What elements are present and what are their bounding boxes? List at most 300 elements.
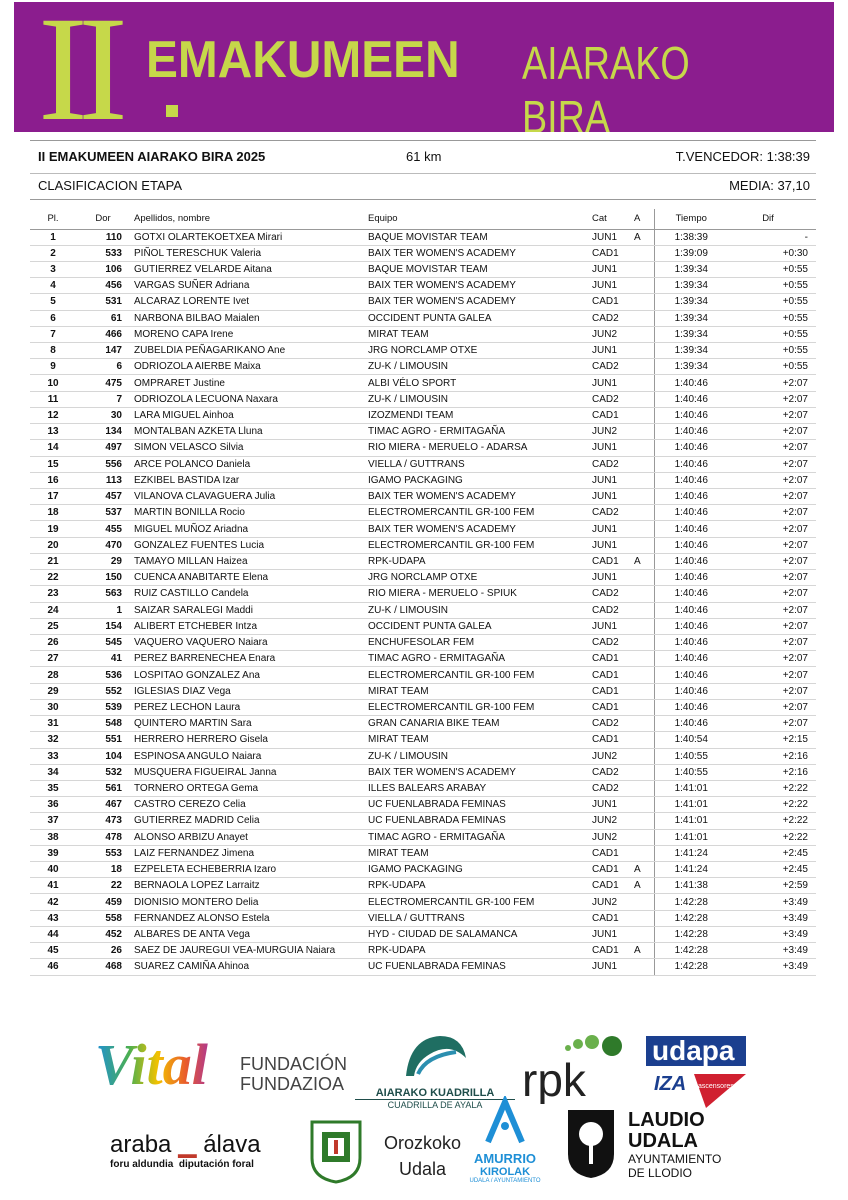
cell-gap: +2:07 bbox=[728, 683, 816, 699]
cell-gap: +2:07 bbox=[728, 521, 816, 537]
cell-rider-name: QUINTERO MARTIN Sara bbox=[130, 716, 368, 732]
cell-bib: 467 bbox=[76, 797, 130, 813]
cell-a-flag bbox=[634, 456, 654, 472]
cell-gap: +2:07 bbox=[728, 699, 816, 715]
cell-position: 46 bbox=[30, 959, 76, 975]
cell-gap: +0:55 bbox=[728, 278, 816, 294]
cell-time: 1:40:46 bbox=[654, 651, 728, 667]
table-row bbox=[30, 683, 816, 699]
cell-gap: +0:30 bbox=[728, 245, 816, 261]
cell-gap: +2:07 bbox=[728, 570, 816, 586]
cell-time: 1:40:46 bbox=[654, 407, 728, 423]
cell-rider-name: GUTIERREZ VELARDE Aitana bbox=[130, 261, 368, 277]
cell-rider-name: MARTIN BONILLA Rocio bbox=[130, 505, 368, 521]
cell-team: GRAN CANARIA BIKE TEAM bbox=[368, 716, 592, 732]
table-row bbox=[30, 424, 816, 440]
cell-gap: +2:07 bbox=[728, 456, 816, 472]
col-time: Tiempo bbox=[654, 209, 728, 229]
table-row bbox=[30, 570, 816, 586]
cell-gap: +2:22 bbox=[728, 829, 816, 845]
table-row bbox=[30, 456, 816, 472]
stage-header bbox=[30, 174, 816, 200]
table-row bbox=[30, 602, 816, 618]
table-row bbox=[30, 813, 816, 829]
results-body bbox=[30, 229, 816, 975]
cell-rider-name: CUENCA ANABITARTE Elena bbox=[130, 570, 368, 586]
cell-position: 31 bbox=[30, 716, 76, 732]
cell-gap: +2:07 bbox=[728, 391, 816, 407]
cell-team: UC FUENLABRADA FEMINAS bbox=[368, 959, 592, 975]
race-header bbox=[30, 140, 816, 174]
cell-bib: 539 bbox=[76, 699, 130, 715]
table-row bbox=[30, 375, 816, 391]
cell-category: CAD2 bbox=[592, 310, 634, 326]
cell-category: CAD2 bbox=[592, 359, 634, 375]
cell-rider-name: EZKIBEL BASTIDA Izar bbox=[130, 472, 368, 488]
cell-bib: 147 bbox=[76, 343, 130, 359]
cell-a-flag bbox=[634, 829, 654, 845]
cell-category: CAD1 bbox=[592, 699, 634, 715]
cell-category: CAD1 bbox=[592, 732, 634, 748]
table-row bbox=[30, 732, 816, 748]
cell-gap: +2:07 bbox=[728, 505, 816, 521]
cell-rider-name: TAMAYO MILLAN Haizea bbox=[130, 553, 368, 569]
cell-position: 24 bbox=[30, 602, 76, 618]
cell-team: RPK-UDAPA bbox=[368, 943, 592, 959]
table-row bbox=[30, 440, 816, 456]
cell-team: IGAMO PACKAGING bbox=[368, 472, 592, 488]
table-row bbox=[30, 489, 816, 505]
cell-gap: +3:49 bbox=[728, 910, 816, 926]
cell-rider-name: SIMON VELASCO Silvia bbox=[130, 440, 368, 456]
cell-time: 1:40:46 bbox=[654, 440, 728, 456]
kuadrilla-line2: CUADRILLA DE AYALA bbox=[355, 1099, 515, 1110]
cell-time: 1:42:28 bbox=[654, 894, 728, 910]
sponsor-logos bbox=[0, 1010, 848, 1200]
amurrio-mountain-icon bbox=[480, 1096, 530, 1146]
cell-category: JUN2 bbox=[592, 829, 634, 845]
cell-position: 42 bbox=[30, 894, 76, 910]
udapa-name: udapa bbox=[652, 1035, 735, 1066]
cell-a-flag bbox=[634, 716, 654, 732]
cell-a-flag bbox=[634, 537, 654, 553]
cell-gap: +2:07 bbox=[728, 716, 816, 732]
cell-gap: +2:22 bbox=[728, 797, 816, 813]
cell-category: CAD2 bbox=[592, 764, 634, 780]
cell-a-flag bbox=[634, 797, 654, 813]
cell-bib: 545 bbox=[76, 634, 130, 650]
cell-category: CAD1 bbox=[592, 943, 634, 959]
cell-bib: 478 bbox=[76, 829, 130, 845]
cell-team: MIRAT TEAM bbox=[368, 326, 592, 342]
cell-rider-name: SUAREZ CAMIÑA Ahinoa bbox=[130, 959, 368, 975]
cell-bib: 154 bbox=[76, 618, 130, 634]
cell-bib: 7 bbox=[76, 391, 130, 407]
stage-label: CLASIFICACION ETAPA bbox=[38, 178, 182, 193]
cell-category: CAD2 bbox=[592, 716, 634, 732]
cell-gap: - bbox=[728, 229, 816, 245]
cell-rider-name: PIÑOL TERESCHUK Valeria bbox=[130, 245, 368, 261]
table-row bbox=[30, 699, 816, 715]
cell-team: ELECTROMERCANTIL GR-100 FEM bbox=[368, 699, 592, 715]
cell-position: 33 bbox=[30, 748, 76, 764]
cell-position: 45 bbox=[30, 943, 76, 959]
cell-a-flag bbox=[634, 586, 654, 602]
cell-time: 1:40:46 bbox=[654, 424, 728, 440]
average-speed: MEDIA: 37,10 bbox=[729, 178, 810, 193]
cell-position: 28 bbox=[30, 667, 76, 683]
table-row bbox=[30, 407, 816, 423]
table-row bbox=[30, 651, 816, 667]
cell-time: 1:39:34 bbox=[654, 310, 728, 326]
cell-gap: +0:55 bbox=[728, 294, 816, 310]
cell-time: 1:40:46 bbox=[654, 521, 728, 537]
cell-category: JUN2 bbox=[592, 424, 634, 440]
cell-category: JUN1 bbox=[592, 537, 634, 553]
laudio-line1: LAUDIO bbox=[628, 1109, 705, 1131]
cell-a-flag bbox=[634, 424, 654, 440]
cell-category: CAD1 bbox=[592, 683, 634, 699]
cell-bib: 532 bbox=[76, 764, 130, 780]
cell-category: JUN1 bbox=[592, 797, 634, 813]
cell-a-flag bbox=[634, 667, 654, 683]
cell-a-flag bbox=[634, 634, 654, 650]
cell-team: BAIX TER WOMEN'S ACADEMY bbox=[368, 764, 592, 780]
cell-rider-name: RUIZ CASTILLO Candela bbox=[130, 586, 368, 602]
cell-time: 1:42:28 bbox=[654, 910, 728, 926]
cell-team: ENCHUFESOLAR FEM bbox=[368, 634, 592, 650]
cell-team: BAIX TER WOMEN'S ACADEMY bbox=[368, 245, 592, 261]
cell-time: 1:40:46 bbox=[654, 456, 728, 472]
cell-a-flag bbox=[634, 407, 654, 423]
banner-title-aiarako-bira: AIARAKO BIRA bbox=[522, 37, 690, 132]
cell-rider-name: EZPELETA ECHEBERRIA Izaro bbox=[130, 862, 368, 878]
table-row bbox=[30, 716, 816, 732]
cell-a-flag bbox=[634, 910, 654, 926]
cell-position: 19 bbox=[30, 521, 76, 537]
cell-a-flag bbox=[634, 326, 654, 342]
rpk-dots-icon bbox=[520, 1034, 640, 1104]
cell-position: 2 bbox=[30, 245, 76, 261]
araba-accent-icon: ▁ bbox=[178, 1131, 197, 1158]
cell-position: 11 bbox=[30, 391, 76, 407]
table-row bbox=[30, 537, 816, 553]
cell-team: VIELLA / GUTTRANS bbox=[368, 910, 592, 926]
cell-rider-name: LAIZ FERNANDEZ Jimena bbox=[130, 845, 368, 861]
cell-position: 23 bbox=[30, 586, 76, 602]
cell-rider-name: GUTIERREZ MADRID Celia bbox=[130, 813, 368, 829]
cell-gap: +2:45 bbox=[728, 845, 816, 861]
cell-team: RIO MIERA - MERUELO - ADARSA bbox=[368, 440, 592, 456]
cell-gap: +2:59 bbox=[728, 878, 816, 894]
cell-team: UC FUENLABRADA FEMINAS bbox=[368, 797, 592, 813]
cell-rider-name: IGLESIAS DIAZ Vega bbox=[130, 683, 368, 699]
cell-gap: +2:16 bbox=[728, 748, 816, 764]
cell-time: 1:40:54 bbox=[654, 732, 728, 748]
cell-team: MIRAT TEAM bbox=[368, 845, 592, 861]
vital-wordmark-icon bbox=[95, 1028, 235, 1098]
cell-bib: 61 bbox=[76, 310, 130, 326]
cell-a-flag: A bbox=[634, 943, 654, 959]
cell-rider-name: HERRERO HERRERO Gisela bbox=[130, 732, 368, 748]
cell-bib: 536 bbox=[76, 667, 130, 683]
cell-rider-name: ALONSO ARBIZU Anayet bbox=[130, 829, 368, 845]
cell-a-flag bbox=[634, 489, 654, 505]
col-team: Equipo bbox=[368, 209, 592, 229]
cell-time: 1:41:01 bbox=[654, 797, 728, 813]
cell-time: 1:40:46 bbox=[654, 699, 728, 715]
cell-category: JUN1 bbox=[592, 261, 634, 277]
table-row bbox=[30, 926, 816, 942]
cell-bib: 470 bbox=[76, 537, 130, 553]
cell-a-flag bbox=[634, 505, 654, 521]
cell-position: 9 bbox=[30, 359, 76, 375]
cell-a-flag bbox=[634, 570, 654, 586]
cell-category: CAD1 bbox=[592, 910, 634, 926]
cell-bib: 473 bbox=[76, 813, 130, 829]
cell-team: ELECTROMERCANTIL GR-100 FEM bbox=[368, 505, 592, 521]
race-distance: 61 km bbox=[406, 149, 442, 164]
cell-time: 1:39:34 bbox=[654, 326, 728, 342]
cell-gap: +0:55 bbox=[728, 310, 816, 326]
cell-a-flag bbox=[634, 732, 654, 748]
event-banner bbox=[14, 2, 834, 132]
vital-logo bbox=[95, 1028, 235, 1103]
cell-position: 1 bbox=[30, 229, 76, 245]
cell-time: 1:40:55 bbox=[654, 764, 728, 780]
cell-time: 1:41:01 bbox=[654, 813, 728, 829]
cell-a-flag bbox=[634, 521, 654, 537]
table-row bbox=[30, 521, 816, 537]
cell-rider-name: FERNANDEZ ALONSO Estela bbox=[130, 910, 368, 926]
cell-category: JUN1 bbox=[592, 343, 634, 359]
cell-team: BAQUE MOVISTAR TEAM bbox=[368, 229, 592, 245]
table-row bbox=[30, 229, 816, 245]
cell-team: ELECTROMERCANTIL GR-100 FEM bbox=[368, 537, 592, 553]
table-row bbox=[30, 797, 816, 813]
cell-team: ILLES BALEARS ARABAY bbox=[368, 780, 592, 796]
cell-a-flag: A bbox=[634, 229, 654, 245]
cell-category: CAD2 bbox=[592, 634, 634, 650]
cell-gap: +2:07 bbox=[728, 489, 816, 505]
cell-position: 26 bbox=[30, 634, 76, 650]
cell-rider-name: ODRIOZOLA AIERBE Maixa bbox=[130, 359, 368, 375]
cell-rider-name: LARA MIGUEL Ainhoa bbox=[130, 407, 368, 423]
cell-a-flag: A bbox=[634, 878, 654, 894]
cell-time: 1:41:24 bbox=[654, 862, 728, 878]
cell-category: CAD1 bbox=[592, 845, 634, 861]
cell-rider-name: MIGUEL MUÑOZ Ariadna bbox=[130, 521, 368, 537]
cell-team: IZOZMENDI TEAM bbox=[368, 407, 592, 423]
cell-time: 1:39:34 bbox=[654, 261, 728, 277]
cell-time: 1:41:01 bbox=[654, 780, 728, 796]
cell-team: BAIX TER WOMEN'S ACADEMY bbox=[368, 294, 592, 310]
laudio-line4: DE LLODIO bbox=[628, 1166, 693, 1180]
cell-bib: 537 bbox=[76, 505, 130, 521]
table-row bbox=[30, 943, 816, 959]
cell-a-flag bbox=[634, 764, 654, 780]
cell-gap: +2:07 bbox=[728, 424, 816, 440]
vital-line2: FUNDAZIOA bbox=[240, 1074, 345, 1094]
col-name: Apellidos, nombre bbox=[130, 209, 368, 229]
cell-rider-name: BERNAOLA LOPEZ Larraitz bbox=[130, 878, 368, 894]
table-row bbox=[30, 878, 816, 894]
cell-category: JUN1 bbox=[592, 570, 634, 586]
cell-a-flag bbox=[634, 245, 654, 261]
cell-rider-name: CASTRO CEREZO Celia bbox=[130, 797, 368, 813]
cell-time: 1:40:46 bbox=[654, 553, 728, 569]
cell-rider-name: MONTALBAN AZKETA Lluna bbox=[130, 424, 368, 440]
cell-gap: +0:55 bbox=[728, 359, 816, 375]
cell-position: 21 bbox=[30, 553, 76, 569]
cell-team: OCCIDENT PUNTA GALEA bbox=[368, 618, 592, 634]
cell-position: 22 bbox=[30, 570, 76, 586]
col-bib: Dor bbox=[76, 209, 130, 229]
cell-time: 1:42:28 bbox=[654, 959, 728, 975]
cell-position: 5 bbox=[30, 294, 76, 310]
cell-time: 1:42:28 bbox=[654, 926, 728, 942]
table-row bbox=[30, 634, 816, 650]
cell-time: 1:40:55 bbox=[654, 748, 728, 764]
cell-a-flag bbox=[634, 699, 654, 715]
cell-bib: 563 bbox=[76, 586, 130, 602]
cell-rider-name: MUSQUERA FIGUEIRAL Janna bbox=[130, 764, 368, 780]
vital-fundacion bbox=[240, 1054, 347, 1094]
cell-time: 1:39:34 bbox=[654, 278, 728, 294]
orozko-line2: Udala bbox=[399, 1159, 447, 1179]
cell-bib: 558 bbox=[76, 910, 130, 926]
cell-position: 7 bbox=[30, 326, 76, 342]
cell-a-flag bbox=[634, 343, 654, 359]
table-row bbox=[30, 472, 816, 488]
table-row bbox=[30, 343, 816, 359]
winner-time: T.VENCEDOR: 1:38:39 bbox=[675, 149, 810, 164]
cell-team: JRG NORCLAMP OTXE bbox=[368, 570, 592, 586]
cell-time: 1:40:46 bbox=[654, 472, 728, 488]
cell-category: JUN1 bbox=[592, 959, 634, 975]
cell-team: TIMAC AGRO - ERMITAGAÑA bbox=[368, 829, 592, 845]
cell-category: JUN1 bbox=[592, 472, 634, 488]
cell-position: 32 bbox=[30, 732, 76, 748]
cell-category: JUN2 bbox=[592, 813, 634, 829]
cell-time: 1:39:34 bbox=[654, 359, 728, 375]
cell-gap: +3:49 bbox=[728, 894, 816, 910]
cell-bib: 18 bbox=[76, 862, 130, 878]
cell-position: 27 bbox=[30, 651, 76, 667]
cell-gap: +0:55 bbox=[728, 326, 816, 342]
cell-bib: 26 bbox=[76, 943, 130, 959]
cell-a-flag bbox=[634, 261, 654, 277]
cell-gap: +2:22 bbox=[728, 813, 816, 829]
cell-bib: 468 bbox=[76, 959, 130, 975]
table-row bbox=[30, 278, 816, 294]
cell-a-flag bbox=[634, 959, 654, 975]
table-row bbox=[30, 261, 816, 277]
cell-category: CAD1 bbox=[592, 878, 634, 894]
cell-a-flag bbox=[634, 391, 654, 407]
table-row bbox=[30, 894, 816, 910]
cell-team: ZU-K / LIMOUSIN bbox=[368, 359, 592, 375]
cell-time: 1:40:46 bbox=[654, 716, 728, 732]
cell-position: 10 bbox=[30, 375, 76, 391]
col-position: Pl. bbox=[30, 209, 76, 229]
cell-bib: 6 bbox=[76, 359, 130, 375]
cell-rider-name: GOTXI OLARTEKOETXEA Mirari bbox=[130, 229, 368, 245]
cell-gap: +2:07 bbox=[728, 440, 816, 456]
cell-category: CAD2 bbox=[592, 602, 634, 618]
cell-category: CAD1 bbox=[592, 667, 634, 683]
table-row bbox=[30, 764, 816, 780]
cell-bib: 551 bbox=[76, 732, 130, 748]
race-title: II EMAKUMEEN AIARAKO BIRA 2025 bbox=[38, 149, 266, 164]
laudio-line3: AYUNTAMIENTO bbox=[628, 1152, 722, 1166]
cell-category: JUN1 bbox=[592, 489, 634, 505]
cell-rider-name: SAIZAR SARALEGI Maddi bbox=[130, 602, 368, 618]
cell-rider-name: VAQUERO VAQUERO Naiara bbox=[130, 634, 368, 650]
cell-time: 1:40:46 bbox=[654, 634, 728, 650]
kuadrilla-emblem-icon bbox=[400, 1030, 470, 1082]
cell-position: 16 bbox=[30, 472, 76, 488]
cell-position: 29 bbox=[30, 683, 76, 699]
cell-bib: 104 bbox=[76, 748, 130, 764]
cell-rider-name: ALIBERT ETCHEBER Intza bbox=[130, 618, 368, 634]
table-row bbox=[30, 586, 816, 602]
cell-a-flag bbox=[634, 472, 654, 488]
cell-position: 35 bbox=[30, 780, 76, 796]
cell-gap: +2:15 bbox=[728, 732, 816, 748]
cell-team: JRG NORCLAMP OTXE bbox=[368, 343, 592, 359]
cell-a-flag bbox=[634, 294, 654, 310]
cell-category: CAD1 bbox=[592, 294, 634, 310]
cell-gap: +2:07 bbox=[728, 634, 816, 650]
cell-team: HYD - CIUDAD DE SALAMANCA bbox=[368, 926, 592, 942]
cell-a-flag bbox=[634, 780, 654, 796]
table-row bbox=[30, 910, 816, 926]
cell-gap: +2:07 bbox=[728, 667, 816, 683]
banner-title-emakumeen: EMAKUMEEN bbox=[146, 31, 460, 89]
cell-bib: 531 bbox=[76, 294, 130, 310]
cell-bib: 552 bbox=[76, 683, 130, 699]
cell-gap: +3:49 bbox=[728, 943, 816, 959]
cell-a-flag bbox=[634, 894, 654, 910]
cell-team: UC FUENLABRADA FEMINAS bbox=[368, 813, 592, 829]
cell-rider-name: ALBARES DE ANTA Vega bbox=[130, 926, 368, 942]
cell-position: 12 bbox=[30, 407, 76, 423]
orozko-text bbox=[384, 1130, 461, 1182]
cell-position: 4 bbox=[30, 278, 76, 294]
table-row bbox=[30, 391, 816, 407]
cell-category: CAD1 bbox=[592, 407, 634, 423]
cell-team: TIMAC AGRO - ERMITAGAÑA bbox=[368, 651, 592, 667]
cell-position: 30 bbox=[30, 699, 76, 715]
table-row bbox=[30, 845, 816, 861]
table-row bbox=[30, 748, 816, 764]
cell-time: 1:40:46 bbox=[654, 570, 728, 586]
cell-time: 1:41:01 bbox=[654, 829, 728, 845]
kuadrilla-line1: AIARAKO KUADRILLA bbox=[375, 1087, 495, 1099]
cell-position: 40 bbox=[30, 862, 76, 878]
cell-rider-name: ZUBELDIA PEÑAGARIKANO Ane bbox=[130, 343, 368, 359]
table-row bbox=[30, 359, 816, 375]
cell-team: BAIX TER WOMEN'S ACADEMY bbox=[368, 278, 592, 294]
table-row bbox=[30, 326, 816, 342]
table-row bbox=[30, 862, 816, 878]
table-row bbox=[30, 829, 816, 845]
cell-gap: +2:07 bbox=[728, 375, 816, 391]
cell-bib: 553 bbox=[76, 845, 130, 861]
cell-category: JUN1 bbox=[592, 229, 634, 245]
cell-position: 20 bbox=[30, 537, 76, 553]
